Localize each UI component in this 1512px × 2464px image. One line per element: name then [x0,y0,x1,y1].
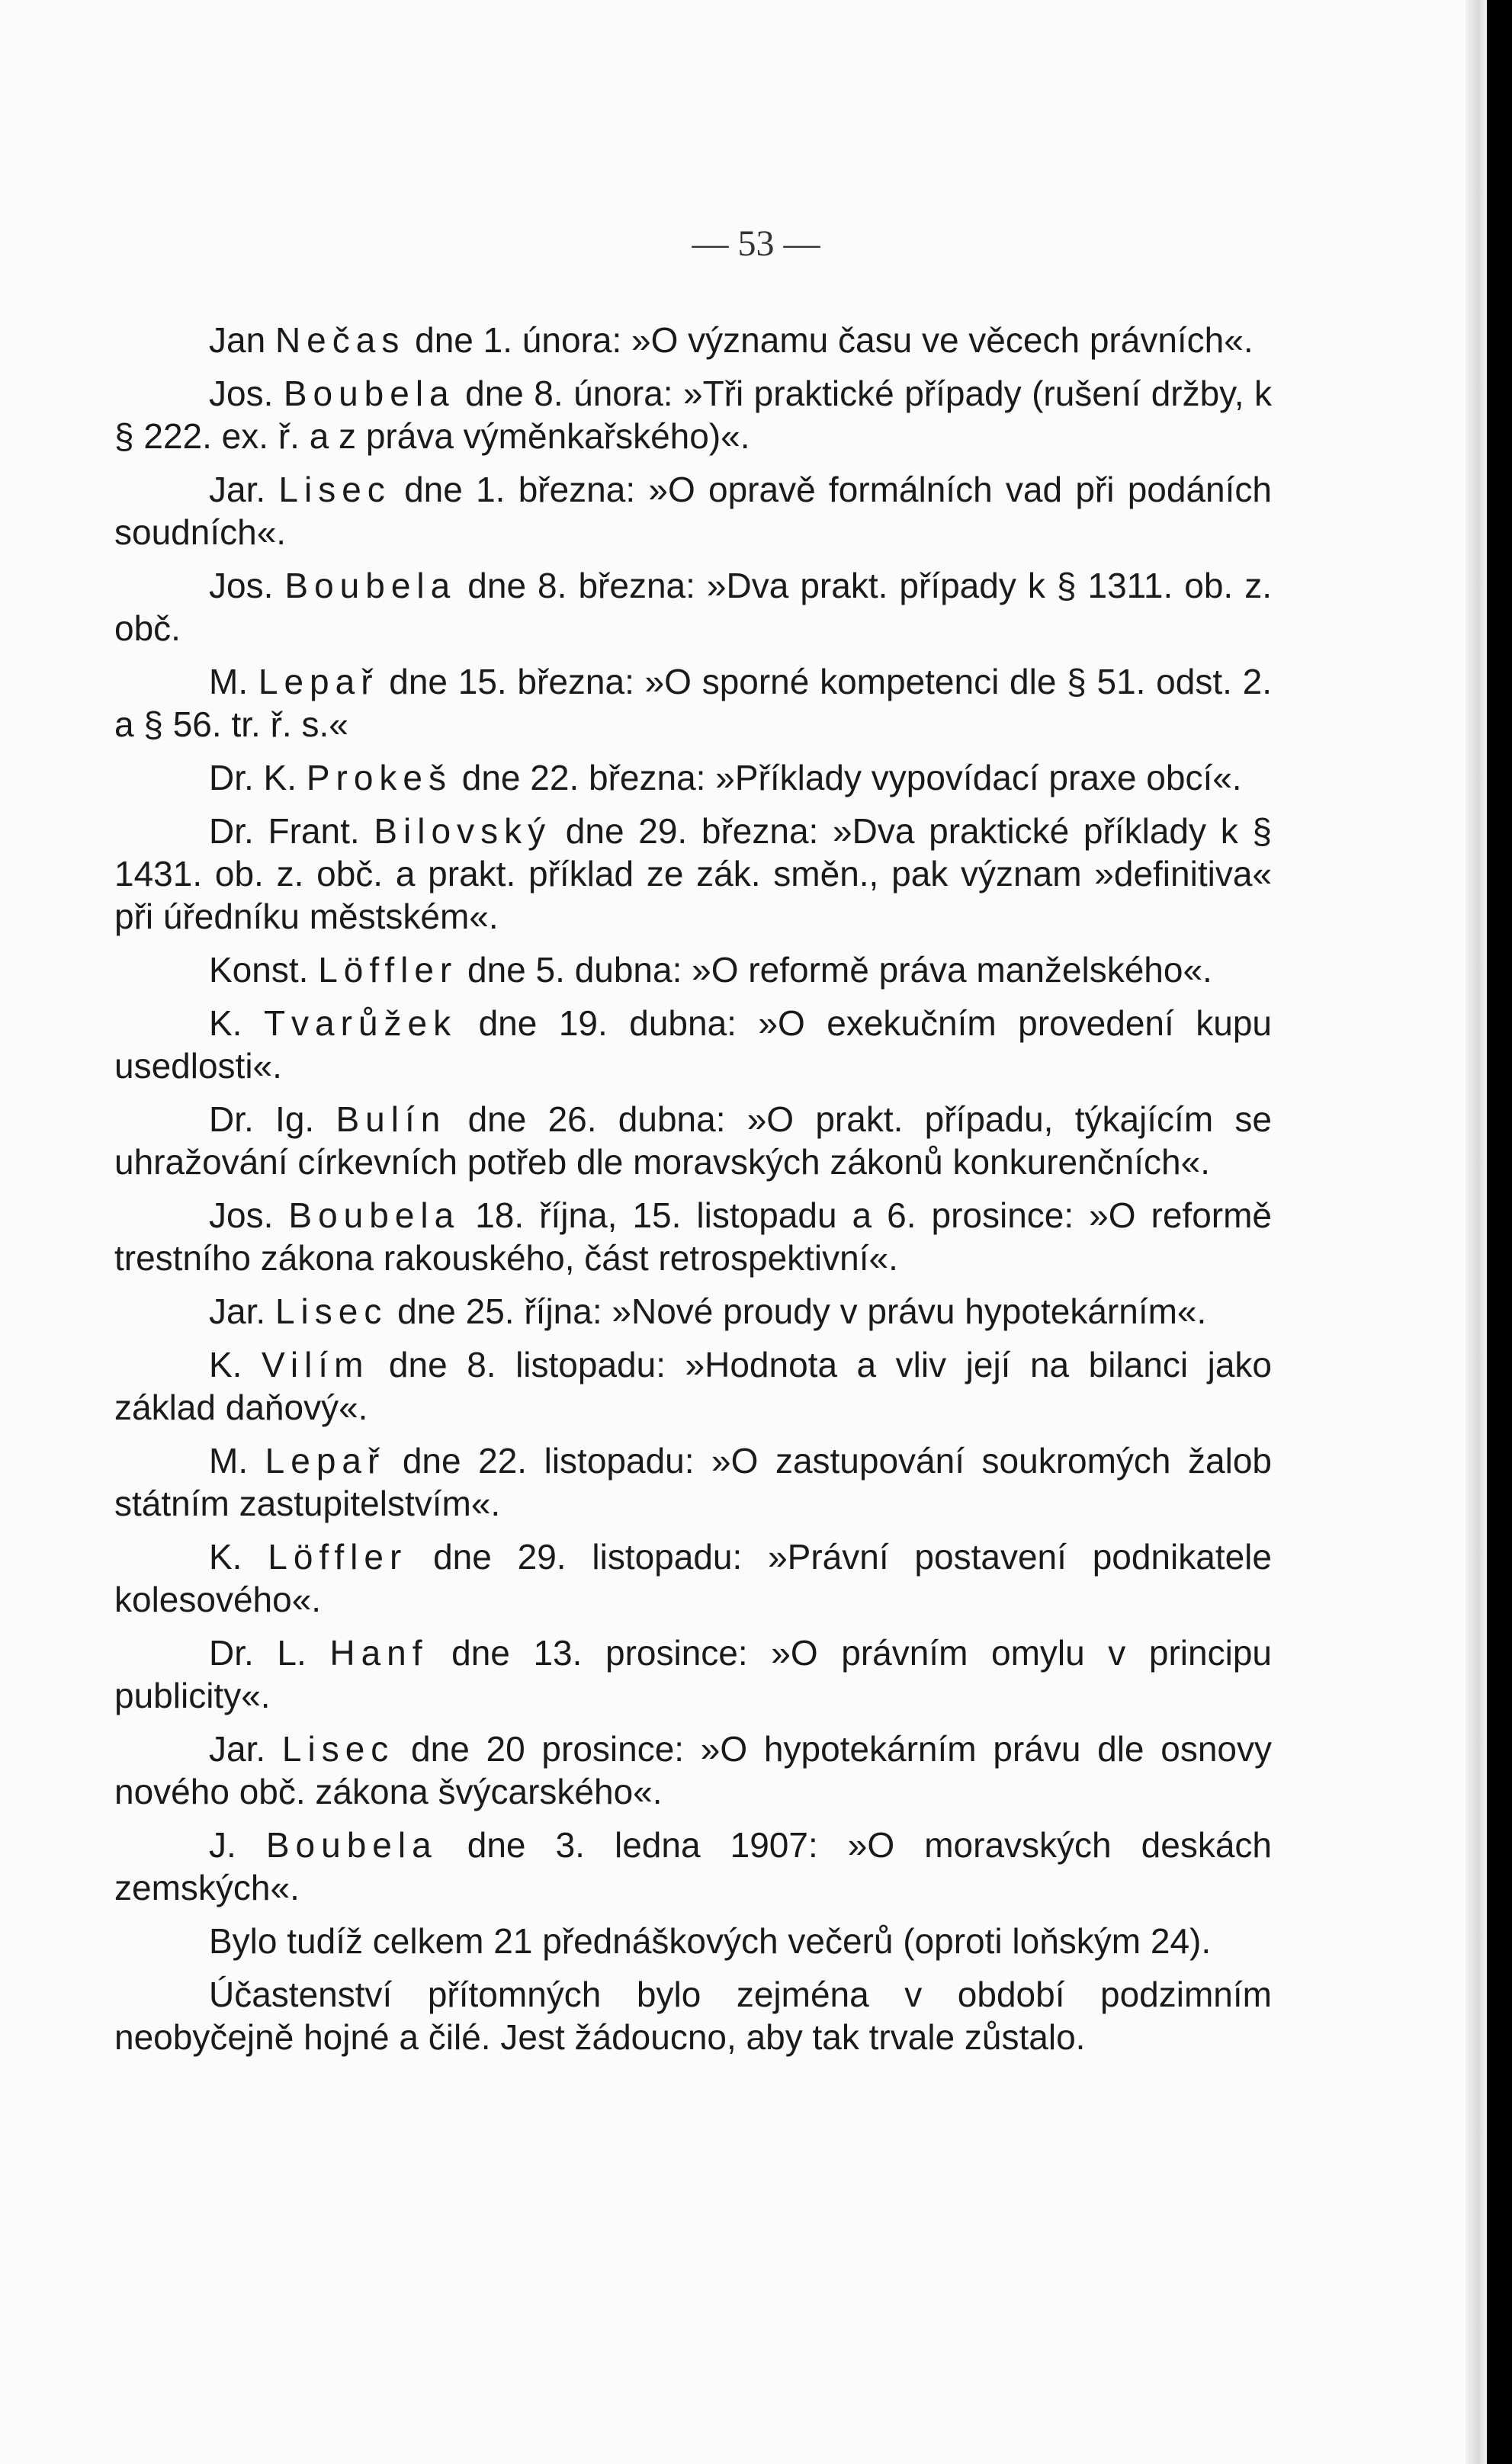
lecture-entry: Dr. K. Prokeš dne 22. března: »Příklady vypovídací praxe obcí«. [209,758,1242,797]
lecture-entry: Jos. Boubela dne 8. února: »Tři praktické případy (rušení držby, k § 222. ex. ř. a z práva výměnkařského)«. [114,374,1272,456]
lecture-entry: K. Vilím dne 8. listopadu: »Hodnota a vliv její na bilanci jako základ daňový«. [114,1345,1272,1427]
lecture-entry: Jan Nečas dne 1. února: »O významu času ve věcech právních«. [209,320,1254,360]
lecture-list [114,319,1272,2069]
lecture-entry: Dr. Frant. Bilovský dne 29. března: »Dva praktické příklady k § 1431. ob. z. obč. a prakt. příklad ze zák. směn., pak význam »definitiva« při úředníku městském«. [114,811,1272,936]
lecture-entry: Dr. Ig. Bulín dne 26. dubna: »O prakt. případu, týkajícím se uhražování církevních potřeb dle moravských zákonů konkurenčních«. [114,1099,1272,1182]
lecture-entry: K. Tvarůžek dne 19. dubna: »O exekučním provedení kupu usedlosti«. [114,1003,1272,1086]
lecture-entry: Jos. Boubela 18. října, 15. listopadu a 6. prosince: »O reformě trestního zákona rakouského, část retrospektivní«. [114,1195,1273,1278]
lecture-entry: Jar. Lisec dne 25. října: »Nové proudy v právu hypotekárním«. [209,1291,1207,1331]
summary-paragraph: Bylo tudíž celkem 21 přednáškových večerů (oproti loňským 24). [209,1921,1212,1961]
lecture-entry: M. Lepař dne 22. listopadu: »O zastupování soukromých žalob státním zastupitelstvím«. [114,1441,1273,1523]
lecture-entry: Jos. Boubela dne 8. března: »Dva prakt. případy k § 1311. ob. z. obč. [114,566,1273,648]
lecture-entry: Jar. Lisec dne 20 prosince: »O hypotekárním právu dle osnovy nového obč. zákona švýcarského«. [114,1729,1273,1811]
closing-paragraph: Účastenství přítomných bylo zejména v období podzimním neobyčejně hojné a čilé. Jest žádoucno, aby tak trvale zůstalo. [114,1975,1272,2057]
lecture-entry: Jar. Lisec dne 1. března: »O opravě formálních vad při podáních soudních«. [114,470,1272,552]
lecture-entry: J. Boubela dne 3. ledna 1907: »O moravských deskách zemských«. [114,1825,1273,1907]
lecture-entry: M. Lepař dne 15. března: »O sporné kompetenci dle § 51. odst. 2. a § 56. tr. ř. s.« [114,662,1273,744]
page-edge [1465,0,1487,2464]
lecture-entry: Konst. Löffler dne 5. dubna: »O reformě práva manželského«. [209,950,1212,990]
lecture-entry: Dr. L. Hanf dne 13. prosince: »O právním omylu v principu publicity«. [114,1633,1272,1715]
lecture-entry: K. Löffler dne 29. listopadu: »Právní postavení podnikatele kolesového«. [114,1537,1272,1619]
page-number: — 53 — [692,223,820,264]
